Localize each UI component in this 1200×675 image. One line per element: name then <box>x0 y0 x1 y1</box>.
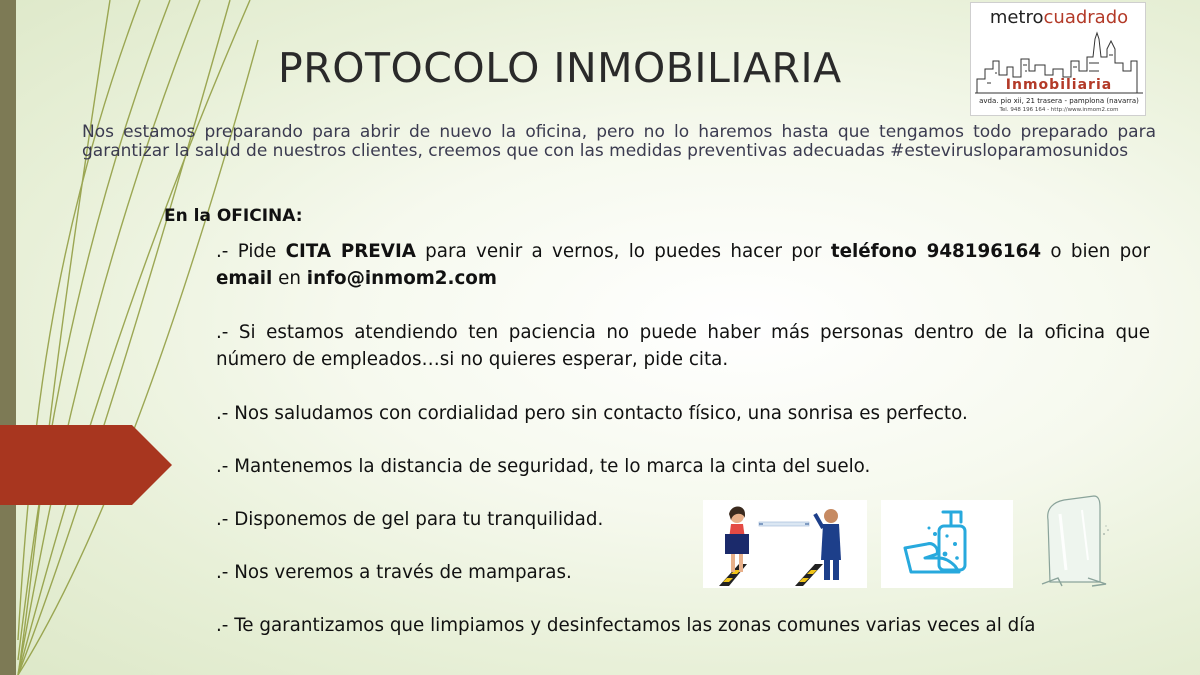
section-heading: En la OFICINA: <box>164 206 303 226</box>
arrow-tab-decoration <box>0 425 172 505</box>
email-label: email <box>216 268 273 289</box>
intro-paragraph: Nos estamos preparando para abrir de nuevo la oficina, pero no lo haremos hasta que tengamos todo preparado para garantizar la salud de nuestros clientes, creemos que con las medidas preventivas adecuadas #estevirusloparamosunidos <box>82 122 1156 161</box>
logo-address: avda. pio xii, 21 trasera - pamplona (navarra) <box>979 97 1139 105</box>
list-item-limpieza: .- Te garantizamos que limpiamos y desinfectamos las zonas comunes varias veces al día <box>216 615 1036 636</box>
company-logo <box>970 2 1146 116</box>
list-item-gel: .- Disponemos de gel para tu tranquilidad. <box>216 509 604 530</box>
phone-number: teléfono 948196164 <box>830 241 1042 262</box>
hand-sanitizer-icon <box>881 500 1013 588</box>
logo-contact: Tel. 948 196 164 - http://www.inmom2.com <box>999 107 1119 113</box>
logo-wordmark: metrocuadrado <box>989 7 1129 28</box>
cita-previa-label: CITA PREVIA <box>285 241 416 262</box>
list-item-saludo: .- Nos saludamos con cordialidad pero sin contacto físico, una sonrisa es perfecto. <box>216 403 968 424</box>
protective-screen-icon <box>1036 490 1116 590</box>
social-distancing-illustration <box>703 500 867 588</box>
email-address: info@inmom2.com <box>306 268 497 289</box>
list-item-cita: .- Pide CITA PREVIA para venir a vernos, lo puedes hacer por teléfono 948196164 o bien por email en info@inmom2.com <box>216 241 1150 289</box>
page-title: PROTOCOLO INMOBILIARIA <box>278 44 842 92</box>
list-item-mamparas: .- Nos veremos a través de mamparas. <box>216 562 572 583</box>
list-item-distancia: .- Mantenemos la distancia de seguridad, te lo marca la cinta del suelo. <box>216 456 871 477</box>
list-item-paciencia: .- Si estamos atendiendo ten paciencia no puede haber más personas dentro de la oficina que número de empleados…si no quieres esperar, pide cita. <box>216 322 1150 370</box>
logo-brand-name: Inmobiliaria <box>1005 77 1113 93</box>
